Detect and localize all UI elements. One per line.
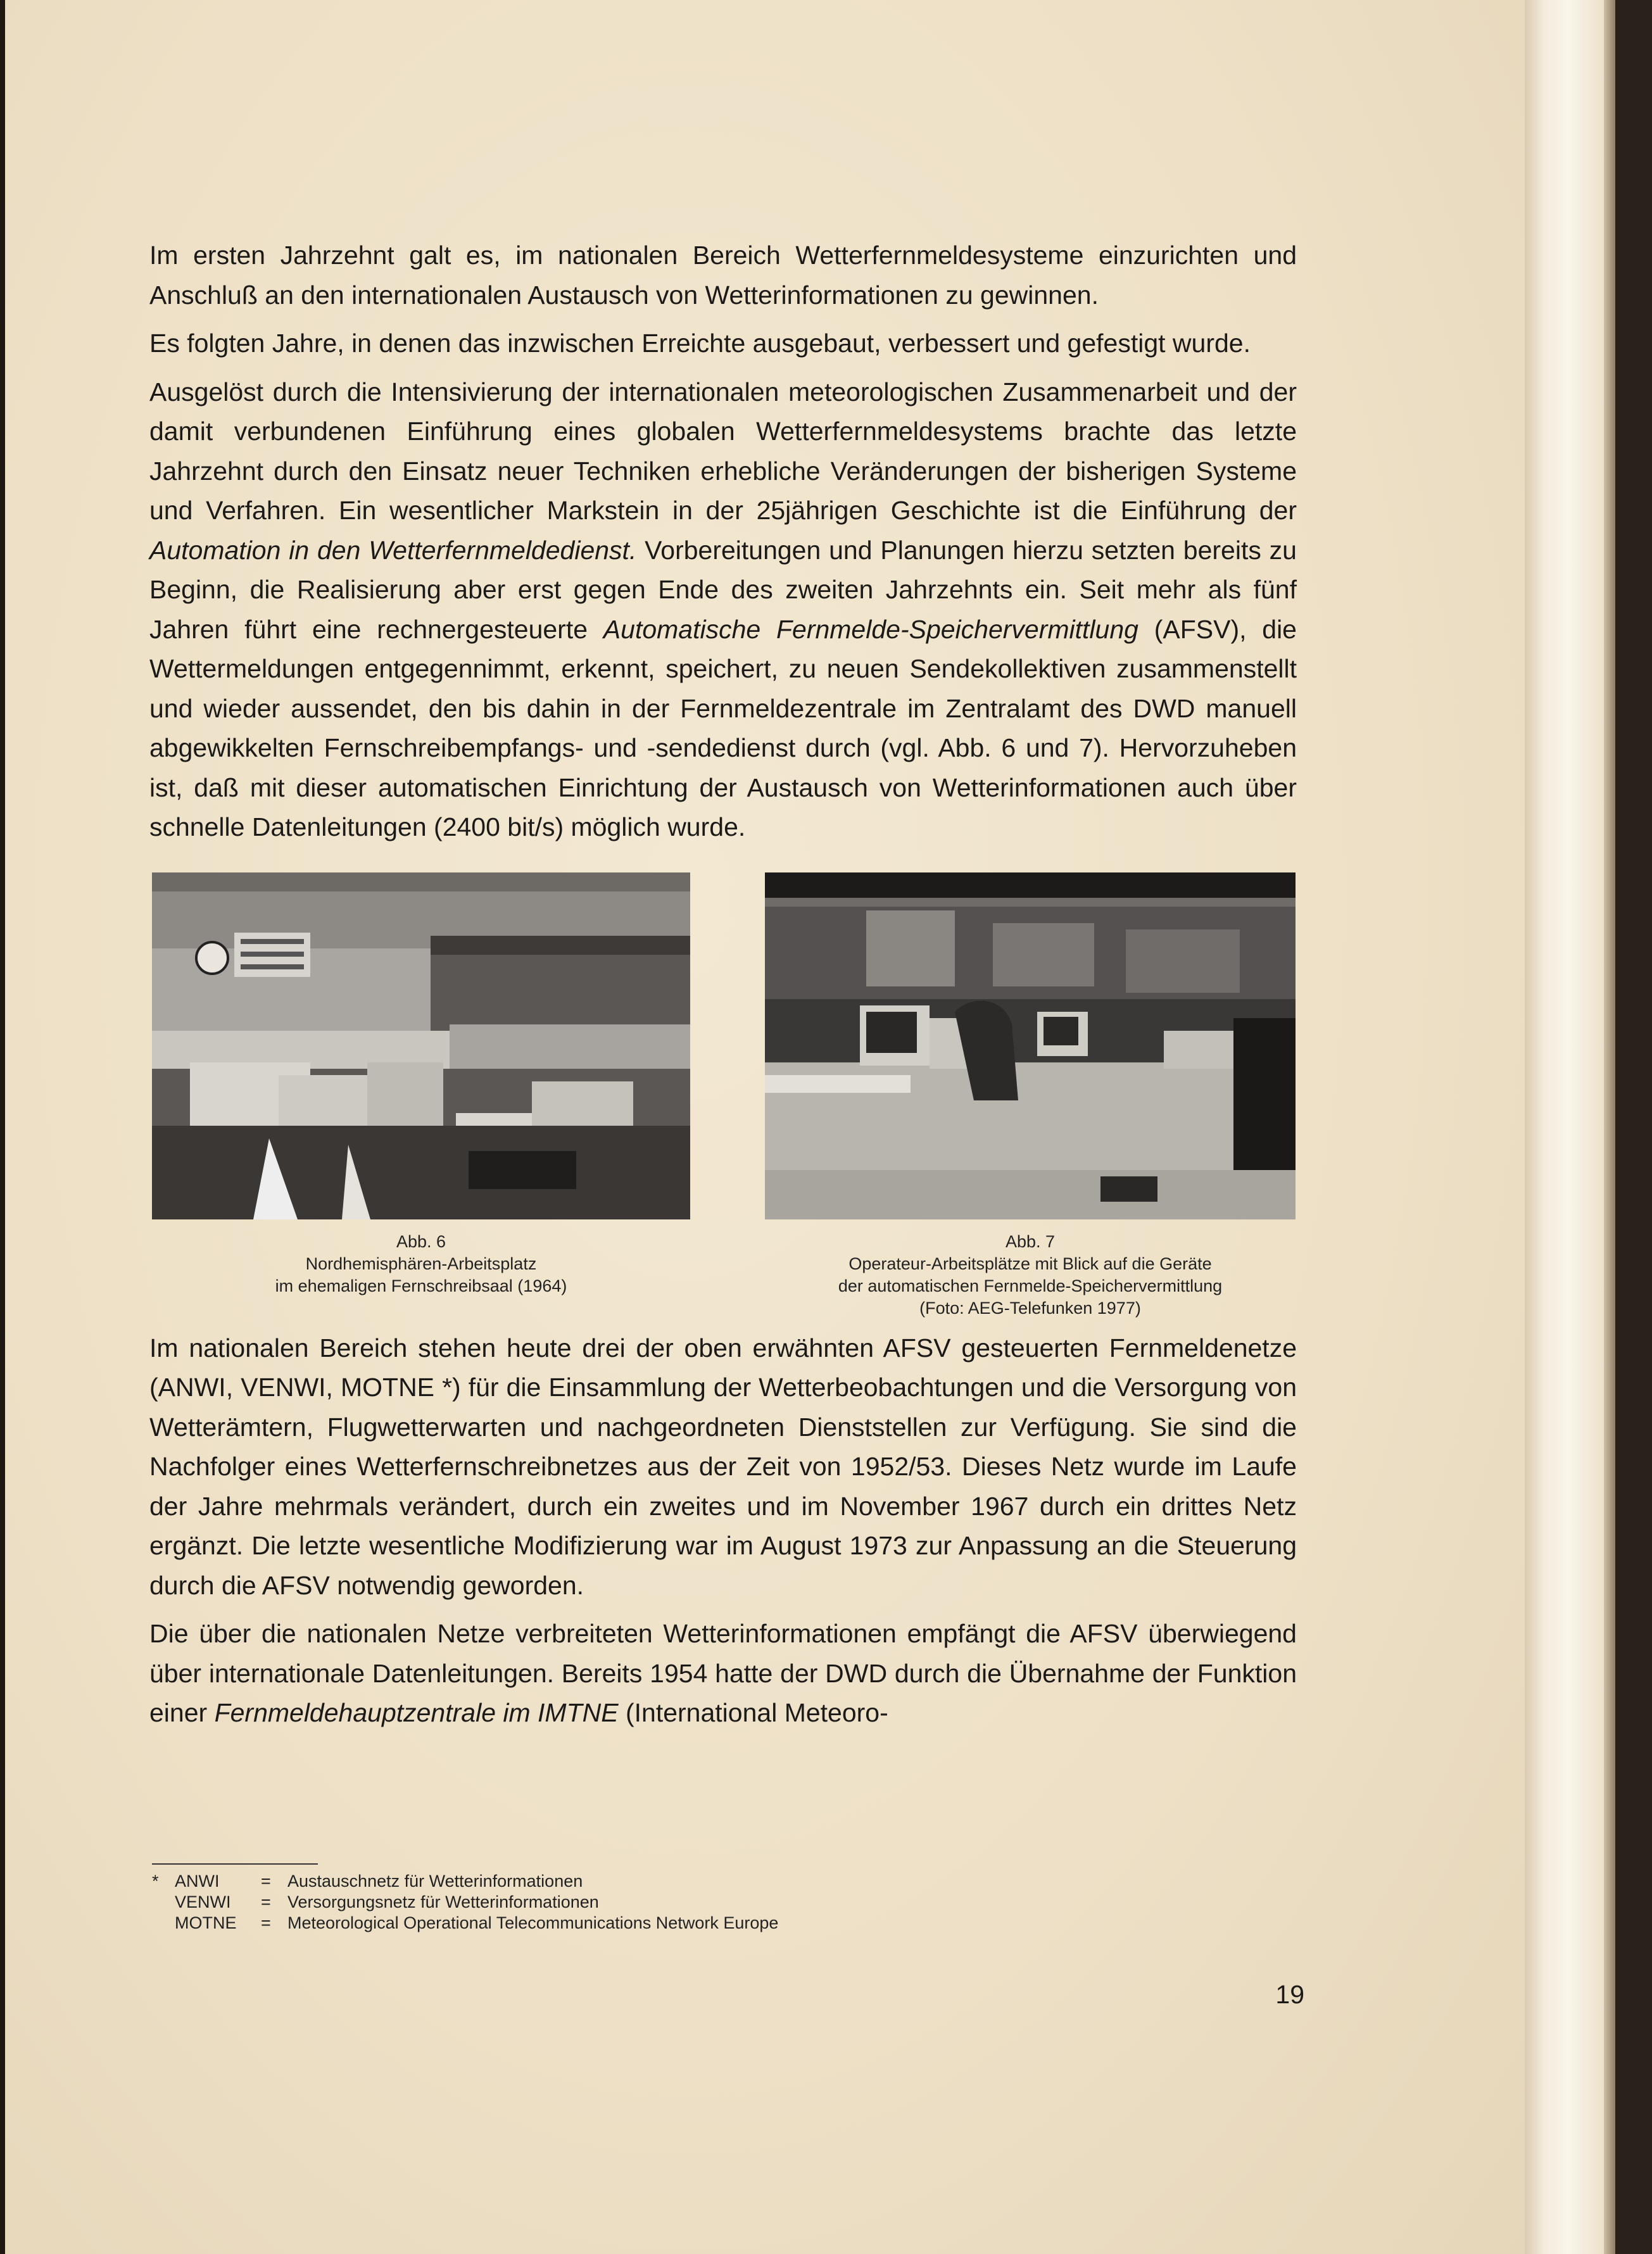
- footnote-equals: =: [261, 1872, 271, 1891]
- paragraph-4: Im nationalen Bereich stehen heute drei der oben erwähnten AFSV gesteuerten Fernmeldenetze (ANWI, VENWI, MOTNE *) für die Einsammlung der Wetterbeobachtungen und die Versorgung von Wetterämtern, Flugwetterwarten und nachgeordneten Dienststellen zur Verfügung. Sie sind die Nachfolger eines Wetterfernschreibnetzes aus der Zeit von 1952/53. Dieses Netz wurde im Laufe der Jahre mehrmals verändert, durch ein zweites und im November 1967 durch ein drittes Netz ergänzt. Die letzte wesentliche Modifizierung war im August 1973 zur Anpassung an die Steuerung durch die AFSV notwendig geworden.: [149, 1333, 1297, 1600]
- figure-abb-7-caption-line: Operateur-Arbeitsplätze mit Blick auf die Geräte: [848, 1254, 1212, 1273]
- figure-abb-6-caption: [152, 1231, 690, 1297]
- figure-abb-7-caption: [765, 1231, 1296, 1319]
- figure-abb-7-caption-line: (Foto: AEG-Telefunken 1977): [919, 1298, 1141, 1318]
- footnote-equals: =: [261, 1892, 271, 1911]
- footnote-abbreviation: VENWI: [175, 1892, 231, 1911]
- figure-abb-6-caption-line: im ehemaligen Fernschreibsaal (1964): [275, 1276, 567, 1295]
- footnote-abbreviation: ANWI: [175, 1872, 220, 1891]
- footnote-definition: Versorgungsnetz für Wetterinformationen: [287, 1892, 599, 1911]
- paragraph-3-text-c: (AFSV), die Wettermeldungen entgegennimmt, erkennt, speichert, zu neuen Sendekollektiven zusammenstellt und wieder aussendet, den bis dahin in der Fernmeldezentrale im Zentralamt des DWD manuell abgewikkelten Fernschreibempfangs- und -sendedienst durch (vgl. Abb. 6 und 7). Hervorzuheben ist, daß mit dieser automatischen Einrichtung der Austausch von Wetterinformationen auch über schnelle Datenleitungen (2400 bit/s) möglich wurde.: [149, 614, 1297, 841]
- footnote-mark: [152, 1913, 175, 1934]
- paragraph-5-text-a: Die über die nationalen Netze verbreiteten Wetterinformationen empfängt die AFSV überwiegend über internationale Datenleitungen. Bereits 1954 hatte der DWD durch die Übernahme der Funktion einer: [149, 1619, 1297, 1727]
- figures: [149, 872, 1297, 1328]
- page-number: 19: [1275, 1980, 1304, 2009]
- operator-workstations-photo: [765, 872, 1296, 1219]
- paragraph-3-emphasis-2: Automatische Fernmelde-Speichervermittlung: [603, 614, 1138, 644]
- paragraph-5: [149, 1614, 1297, 1733]
- paragraph-5-emphasis: Fernmeldehauptzentrale im IMTNE: [214, 1698, 619, 1727]
- figure-abb-6-caption-line: Nordhemisphären-Arbeitsplatz: [305, 1254, 537, 1273]
- footnote-abbreviation: MOTNE: [175, 1913, 237, 1932]
- footnote-row: [152, 1871, 778, 1892]
- footnote-row: [152, 1913, 778, 1934]
- paragraph-3-text-b: Vorbereitungen und Planungen hierzu setzten bereits zu Beginn, die Realisierung aber erst gegen Ende des zweiten Jahrzehnts ein. Seit mehr als fünf Jahren führt eine rechnergesteuerte: [149, 535, 1297, 644]
- paragraph-2: Es folgten Jahre, in denen das inzwischen Erreichte ausgebaut, verbessert und gefestigt wurde.: [149, 329, 1251, 358]
- footnote-mark: [152, 1892, 175, 1913]
- paragraph-5-text-b: (International Meteoro-: [618, 1698, 888, 1727]
- paragraph-3-text-a: Ausgelöst durch die Intensivierung der internationalen meteorologischen Zusammenarbeit und der damit verbundenen Einführung eines globalen Wetterfernmeldesystems brachte das letzte Jahrzehnt durch den Einsatz neuer Techniken erhebliche Veränderungen der bisherigen Systeme und Verfahren. Ein wesentlicher Markstein in der 25jährigen Geschichte ist die Einführung der: [149, 377, 1297, 525]
- paragraph-3: [149, 372, 1297, 847]
- footnotes: [152, 1871, 778, 1934]
- footnote-divider: [152, 1863, 318, 1865]
- page-stack-shadow: [1604, 0, 1615, 2254]
- figure-abb-7: [765, 872, 1296, 1319]
- footnote-definition: Meteorological Operational Telecommunications Network Europe: [287, 1913, 779, 1932]
- figure-abb-6-number: Abb. 6: [396, 1231, 446, 1251]
- body-text: [149, 236, 1297, 1742]
- figure-abb-7-caption-line: der automatischen Fernmelde-Speichervermittlung: [838, 1276, 1223, 1295]
- book-spine: [0, 0, 5, 2254]
- paragraph-3-emphasis-1: Automation in den Wetterfernmeldedienst.: [149, 535, 637, 565]
- paragraph-1: Im ersten Jahrzehnt galt es, im nationalen Bereich Wetterfernmeldesysteme einzurichten und Anschluß an den internationalen Austausch von Wetterinformationen zu gewinnen.: [149, 241, 1297, 310]
- figure-abb-6: [152, 872, 690, 1297]
- footnote-equals: =: [261, 1913, 271, 1932]
- footnote-mark: *: [152, 1872, 159, 1891]
- footnote-definition: Austauschnetz für Wetterinformationen: [287, 1872, 583, 1891]
- page-stack-edge: [1525, 0, 1604, 2254]
- figure-abb-7-number: Abb. 7: [1005, 1231, 1056, 1251]
- teleprinter-room-photo: [152, 872, 690, 1219]
- footnote-row: [152, 1892, 778, 1913]
